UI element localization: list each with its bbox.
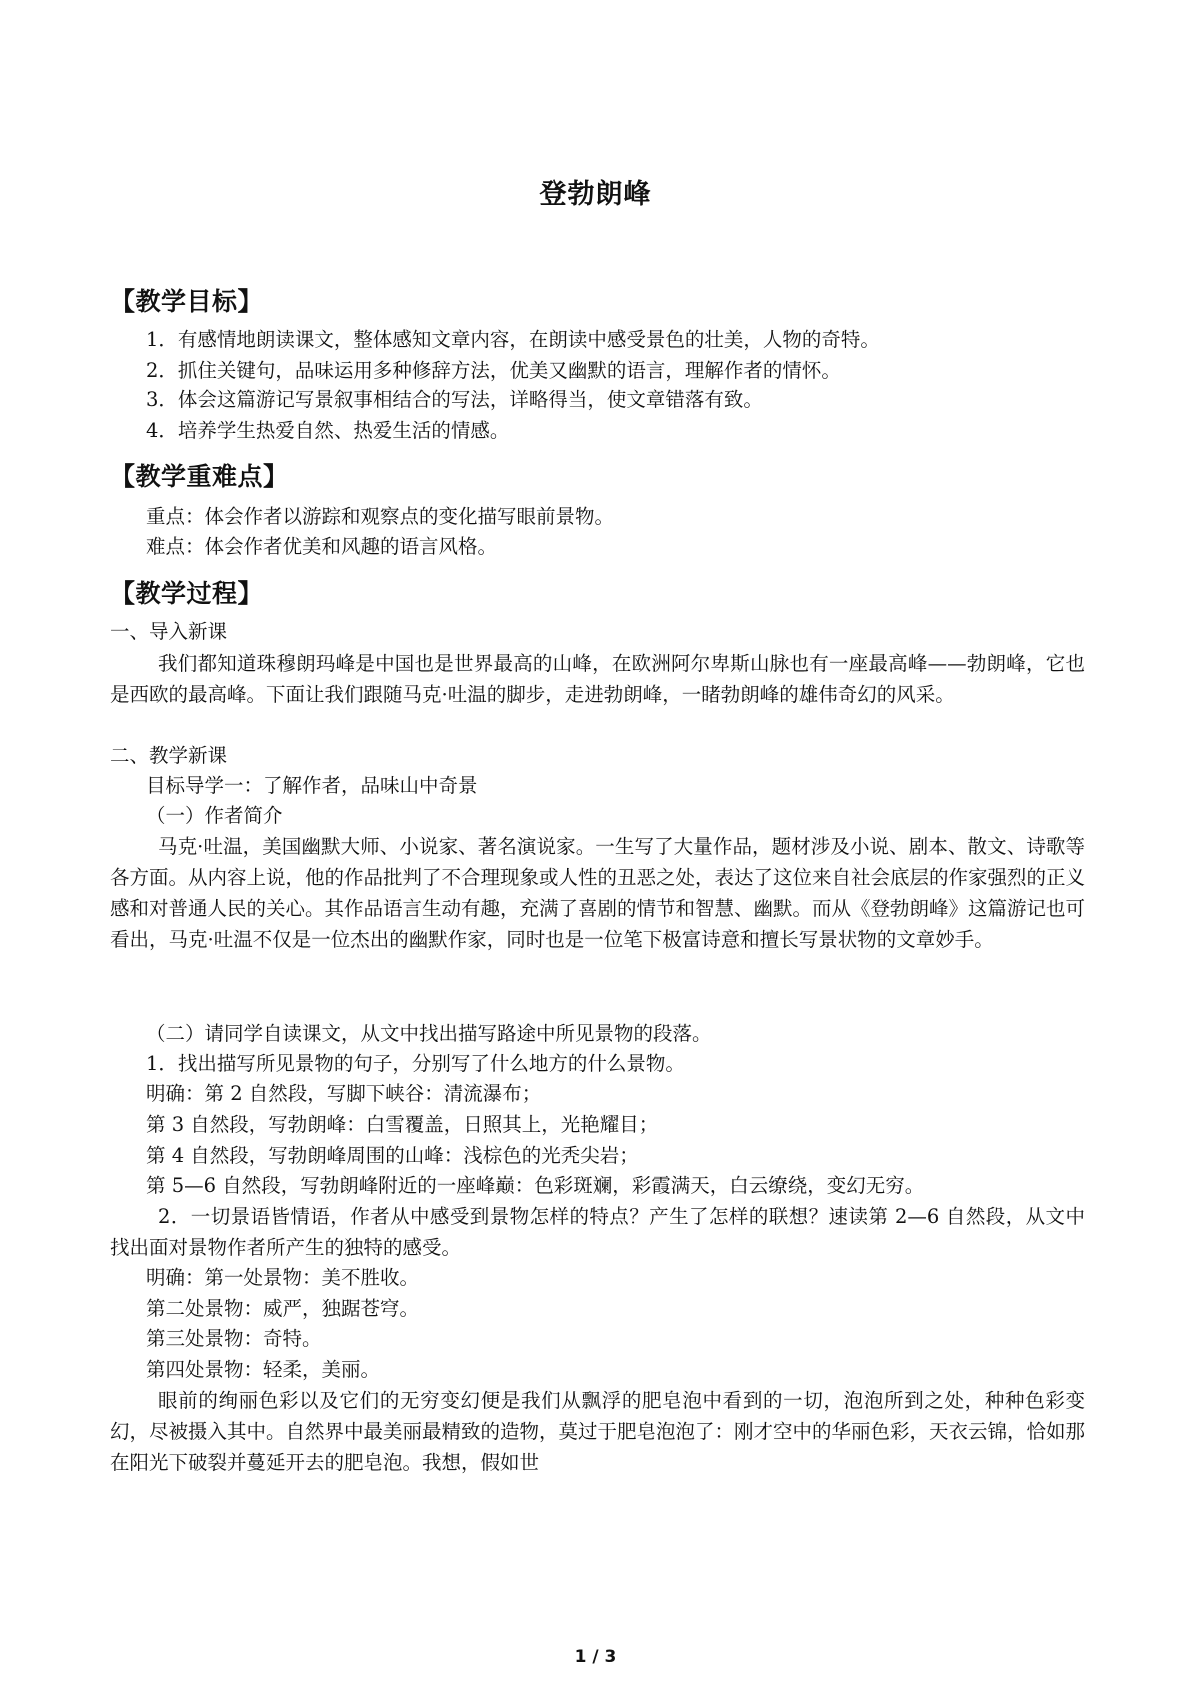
section-heading-process: 【教学过程】: [110, 579, 264, 608]
subsection-title: （一）作者简介: [146, 804, 283, 827]
page-title: 登勃朗峰: [539, 179, 652, 210]
goal-item: 3．体会这篇游记写景叙事相结合的写法，详略得当，使文章错落有致。: [146, 388, 763, 411]
process-part-title: 一、导入新课: [110, 620, 228, 643]
key-point-item: 难点：体会作者优美和风趣的语言风格。: [146, 535, 498, 558]
section-heading-key-points: 【教学重难点】: [110, 462, 289, 491]
answer-line: 第二处景物：威严，独踞苍穹。: [146, 1297, 420, 1320]
answer-line: 第四处景物：轻柔，美丽。: [146, 1358, 381, 1381]
answer-line: 第三处景物：奇特。: [146, 1327, 322, 1350]
goal-guide-text: 目标导学一：了解作者，品味山中奇景: [146, 774, 478, 797]
answer-line: 第 5—6 自然段，写勃朗峰附近的一座峰巅：色彩斑斓，彩霞满天，白云缭绕，变幻无穷。: [146, 1174, 925, 1197]
intro-paragraph: 我们都知道珠穆朗玛峰是中国也是世界最高的山峰，在欧洲阿尔卑斯山脉也有一座最高峰——勃朗峰，它也是西欧的最高峰。下面让我们跟随马克·吐温的脚步，走进勃朗峰，一睹勃朗峰的雄伟奇幻的风采。: [110, 652, 1085, 706]
process-part-title: 二、教学新课: [110, 744, 228, 767]
answer-line: 明确：第一处景物：美不胜收。: [146, 1266, 420, 1289]
key-point-item: 重点：体会作者以游踪和观察点的变化描写眼前景物。: [146, 505, 615, 528]
subsection-title: （二）请同学自读课文，从文中找出描写路途中所见景物的段落。: [146, 1022, 712, 1045]
answer-line: 明确：第 2 自然段，写脚下峡谷：清流瀑布；: [146, 1082, 542, 1105]
section-heading-goals: 【教学目标】: [110, 287, 264, 316]
author-paragraph: 马克·吐温，美国幽默大师、小说家、著名演说家。一生写了大量作品，题材涉及小说、剧本、散文、诗歌等各方面。从内容上说，他的作品批判了不合理现象或人性的丑恶之处，表达了这位来自社会底层的作家强烈的正义感和对普通人民的关心。其作品语言生动有趣，充满了喜剧的情节和智慧、幽默。而从《登勃朗峰》这篇游记也可看出，马克·吐温不仅是一位杰出的幽默作家，同时也是一位笔下极富诗意和擅长写景状物的文章妙手。: [110, 835, 1086, 951]
answer-line: 第 4 自然段，写勃朗峰周围的山峰：浅棕色的光秃尖岩；: [146, 1144, 639, 1167]
question-text: 1．找出描写所见景物的句子，分别写了什么地方的什么景物。: [146, 1052, 685, 1075]
goal-item: 1．有感情地朗读课文，整体感知文章内容，在朗读中感受景色的壮美，人物的奇特。: [146, 328, 880, 351]
question-paragraph: 2．一切景语皆情语，作者从中感受到景物怎样的特点？产生了怎样的联想？速读第 2—6 自然段，从文中找出面对景物作者所产生的独特的感受。: [110, 1205, 1085, 1259]
closing-paragraph: 眼前的绚丽色彩以及它们的无穷变幻便是我们从飘浮的肥皂泡中看到的一切，泡泡所到之处，种种色彩变幻，尽被摄入其中。自然界中最美丽最精致的造物，莫过于肥皂泡泡了：刚才空中的华丽色彩，天衣云锦，恰如那在阳光下破裂并蔓延开去的肥皂泡。我想，假如世: [110, 1389, 1086, 1474]
page-number: 1 / 3: [574, 1647, 617, 1667]
goal-item: 2．抓住关键句，品味运用多种修辞方法，优美又幽默的语言，理解作者的情怀。: [146, 359, 841, 382]
answer-line: 第 3 自然段，写勃朗峰：白雪覆盖，日照其上，光艳耀目；: [146, 1113, 659, 1136]
goal-item: 4．培养学生热爱自然、热爱生活的情感。: [146, 419, 510, 442]
